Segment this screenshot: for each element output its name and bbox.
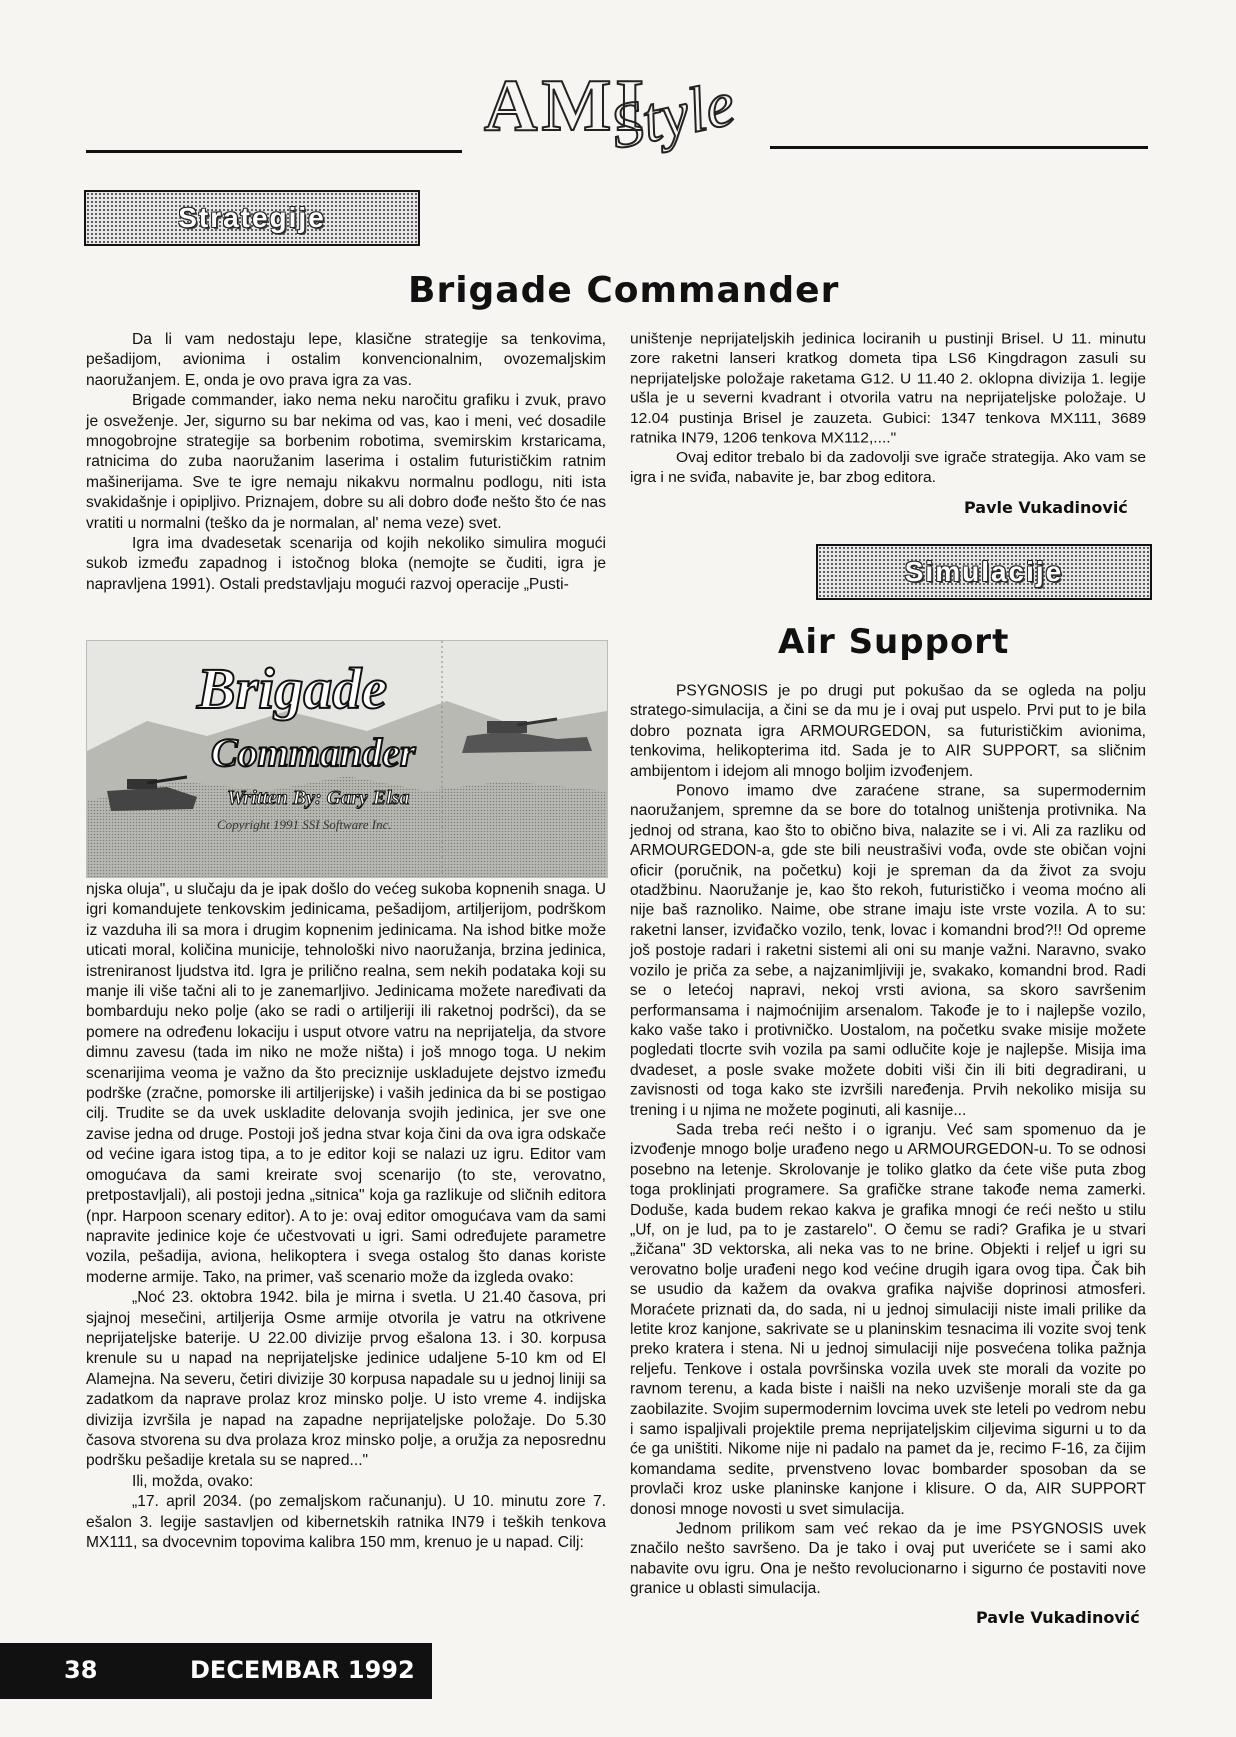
article-title-brigade-commander: Brigade Commander bbox=[408, 270, 840, 311]
paragraph: Igra ima dvadesetak scenarija od kojih nekoliko simulira mogući sukob između zapadnog i istočnog bloka (nemojte se čuditi, igra je napravljena 1991). Ostali predstavljaju mogući razvoj operacije „Pusti- bbox=[86, 535, 606, 593]
paragraph: njska oluja", u slučaju da je ipak došlo do većeg sukoba kopnenih snaga. U igri komandujete tenkovskim jedinicama, pešadijom, artiljerijom, podrškom iz vazduha ili sa mora i drugim kopnenim jedinicama. Na ishod bitke može uticati moral, količina municije, tehnološki nivo naoružanja, brzina jedinica, istreniranost ljudstva itd. Igra je prilično realna, sem nekih podataka koji su manje ili više tačni ali to je zanemarljivo. Jedinicama možete naređivati da bombarduju neko polje (ako se radi o artiljeriji ili raketnoj podršci), da se pomere na određenu lokaciju i usput otvore vatru na neprijatelja, da stvore dimnu zavesu (tada im niko ne može ništa) i još mnogo toga. U nekim scenarijima veoma je važno da što preciznije uskladujete dejstvo između podrške (zračne, pomorske ili artiljerijske) i vaših jedinica da bi se postigao cilj. Trudite se da uvek uskladite delovanja svojih jedinica, jer sve one zavise jedna od druge. Postoji još jedna stvar koja čini da ova igra odskače od većine igara istog tipa, a to je editor koji se nalazi uz igru. Editor vam omogućava da sami kreirate svoj scenarijo (to ste, verovatno, pretpostavljali), ali postoji jedna „sitnica" koja ga razlikuje od sličnih editora (npr. Harpoon scenary editor). A to je: ovaj editor omogućava vam da sami napravite jedinice koje će učestvovati u igri. Sami određujete parametre vozila, pešadija, aviona, helikoptera i svega ostalog što danas koriste moderne armije. Tako, na primer, vaš scenario može da izgleda ovako: bbox=[86, 881, 606, 1286]
page-number: 38 bbox=[64, 1656, 98, 1684]
section-label-simulacije: Simulacije bbox=[904, 556, 1064, 587]
article2-column bbox=[630, 682, 1146, 1600]
masthead-logo: AMI bbox=[484, 65, 649, 147]
article1-top-column bbox=[86, 330, 606, 595]
paragraph: Da li vam nedostaju lepe, klasične strategije sa tenkovima, pešadijom, avionima i ostalim konvencionalnim, ovozemaljskim naoružanjem. E, onda je ovo prava igra za vas. bbox=[86, 331, 606, 389]
article2-author: Pavle Vukadinović bbox=[976, 1608, 1140, 1627]
section-label-strategije-box bbox=[84, 190, 420, 246]
paragraph: Jednom prilikom sam već rekao da je ime PSYGNOSIS uvek značilo nešto savršeno. Da je tako i ovaj put uverićete se i sami ako nabavite ovu igru. Ona je nešto revolucionarno i sigurno će postaviti nove granice u oblasti simulacija. bbox=[630, 1520, 1146, 1598]
masthead-logo-script: Style bbox=[604, 67, 741, 163]
paragraph: Brigade commander, iako nema neku naročitu grafiku i zvuk, pravo je osveženje. Jer, sigurno su bar nekima od vas, kao i meni, već dosadile mnogobrojne strategije sa borbenim robotima, svemirskim krstaricama, ratnicima do zuba naoružanim laserima i ostalim futurističkim ratnim mašinerijama. Sve te igre nemaju nikakvu normalnu podlogu, niti ista svakidašnje i opipljivo. Priznajem, dobre su ali dobro dođe nešto što će nas vratiti u normalni (teško da je normalan, al' nema veze) svet. bbox=[86, 392, 606, 532]
paragraph: Sada treba reći nešto i o igranju. Već sam spomenuo da je izvođenje mnogo bolje urađeno nego u ARMOURGEDON-u. To se odnosi posebno na letenje. Skrolovanje je toliko glatko da ćete više puta zbog toga proklinjati programere. Sa grafičke strane takođe nema zamerki. Doduše, kada budem rekao kakva je grafika mnogi će reći nešto u stilu „Uf, on je lud, pa to je zastarelo". O čemu se radi? Grafika je u stvari „žičana" 3D vektorska, ali neka vas to ne brine. Objekti i reljef u igri su verovatno bolje urađeni nego kod većine drugih igara ovog tipa. Čak bih se usudio da kažem da ovakva grafika najviše doprinosi atmosferi. Moraćete priznati da, do sada, ni u jednoj simulaciji niste imali prilike da letite kroz kanjone, sakrivate se u planinskim tesnacima ili vozite svoj tenk preko kratera i stena. Ni u jednoj simulaciji nije posvećena tolika pažnja reljefu. Tenkove i ostala površinska vozila uvek ste morali da vozite po ravnom terenu, a kada biste i naišli na neko uzvišenje morali ste da ga zaobilazite. Svojim supermodernim lovcima uvek ste leteli po vedrom nebu i samo ispaljivali projektile prema neprijateljskim ciljevima sigurni u to da će ga uništiti. Nikome nije ni padalo na pamet da je, recimo F-16, za čijim komandama sedite, prvenstveno lovac bombarder sposoban da se provlači kroz uske planinske kanjone i klisure. O da, AIR SUPPORT donosi mnoge novosti u svet simulacija. bbox=[630, 1121, 1146, 1518]
section-label-simulacije-box bbox=[816, 544, 1152, 600]
article-title-air-support: Air Support bbox=[778, 622, 1010, 662]
quote-paragraph: „17. april 2034. (po zemaljskom računanju). U 10. minutu zore 7. ešalon 3. legije sastavljen od kibernetskih ratnika IN79 i teških tenkova MX111, sa dvocevnim topovima kalibra 150 mm, krenuo je u napad. Cilj: bbox=[86, 1493, 606, 1551]
masthead-rule-right bbox=[770, 146, 1148, 149]
article1-right-column bbox=[630, 330, 1146, 488]
paragraph: Ponovo imamo dve zaraćene strane, sa supermodernim naoružanjem, spremne da se bore do totalnog uništenja protivnika. Na jednoj od strana, kao što to obično biva, nalazite se i vi. Ali za razliku od ARMOURGEDON-a, gde ste bili neustrašivi vođa, ovde ste običan vojni oficir (poručnik, na početku) koji je spreman da da život za svoju otadžbinu. Naoružanje je, kao što rekoh, futurističko i veoma moćno ali nije baš raznoliko. Naime, obe strane imaju iste vrste vozila. A to su: raketni lanser, izviđačko vozilo, tenk, lovac i komandni brod?!! Od opreme još postoje radari i raketni sistemi ali oni su manje važni. Naravno, svako vozilo je priča za sebe, a najzanimljiviji je, svakako, komandni brod. Radi se o letećoj napravi, nekoj vrsti aviona, sa skoro savršenim performansama i najmoćnijim arsenalom. Takođe je to i najlepše vozilo, kako vaše tako i protivničko. Uostalom, na početku svake misije možete pogledati tlocrte svih vozila pa sami odlučite koje je najlepše. Misija ima dvadeset, a posle svake možete dobiti viši čin ili biti degradirani, u zavisnosti od toga kako ste izvršili naređenja. Prvih nekoliko misija su trening i u njima ne možete poginuti, ali kasnije... bbox=[630, 782, 1146, 1119]
issue-date: DECEMBAR 1992 bbox=[190, 1656, 415, 1684]
paragraph: Ovaj editor trebalo bi da zadovolji sve igrače strategija. Ako vam se igra i ne sviđa, nabavite je, bar zbog editora. bbox=[630, 449, 1146, 486]
paragraph: PSYGNOSIS je po drugi put pokušao da se ogleda na polju stratego-simulacija, a čini se da mu je i ovaj put uspelo. Prvi put to je bila dobro poznata igra ARMOURGEDON, sa futurističkim avionima, tenkovima, helikopterima itd. Sada je to AIR SUPPORT, sa sličnim ambijentom i idejom ali mnogo boljim izvođenjem. bbox=[630, 682, 1146, 780]
masthead-rule-left bbox=[86, 150, 462, 153]
figure-copyright: Copyright 1991 SSI Software Inc. bbox=[217, 817, 392, 832]
section-label-strategije: Strategije bbox=[178, 202, 326, 233]
paragraph: Ili, možda, ovako: bbox=[132, 1472, 254, 1490]
figure-credit: Written By: Gary Elsa bbox=[227, 787, 410, 809]
article1-bottom-column bbox=[86, 880, 606, 1553]
figure-title-commander: Commander bbox=[211, 730, 416, 775]
brigade-commander-screenshot bbox=[86, 640, 608, 878]
article1-author: Pavle Vukadinović bbox=[964, 498, 1128, 517]
paragraph: uništenje neprijateljskih jedinica lociranih u pustinji Brisel. U 11. minutu zore raketni lanseri kratkog dometa tipa LS6 Kingdragon zasuli su neprijateljske položaje raketama G12. U 11.40 2. oklopna divizija 1. legije ušla je u severni kvadrant i otvorila vatru na neprijateljske položaje. U 12.04 pustinja Brisel je zauzeta. Gubici: 1347 tenkova MX111, 3689 ratnika IN79, 1206 tenkova MX112,...." bbox=[630, 330, 1146, 447]
figure-title-brigade: Brigade bbox=[197, 656, 388, 721]
quote-paragraph: „Noć 23. oktobra 1942. bila je mirna i svetla. U 21.40 časova, pri sjajnoj mesečini, artiljerija Osme armije otvorila je vatru na otkrivene neprijateljske baterije. U 22.00 divizije prvog ešalona 13. i 30. korpusa krenule su u napad na neprijateljske jedinice udaljene 5-10 km od El Alamejna. Na severu, četiri divizije 30 korpusa napadale su u jednoj liniji sa zadatkom da naprave prolaz kroz minsko polje. U isto vreme 4. indijska divizija izvršila je napad na zapadne neprijateljske položaje. Do 5.30 časova stvorena su dva prolaza kroz minsko polje, a oružja za neposrednu podršku pešadije kretala su se napred..." bbox=[86, 1289, 606, 1470]
